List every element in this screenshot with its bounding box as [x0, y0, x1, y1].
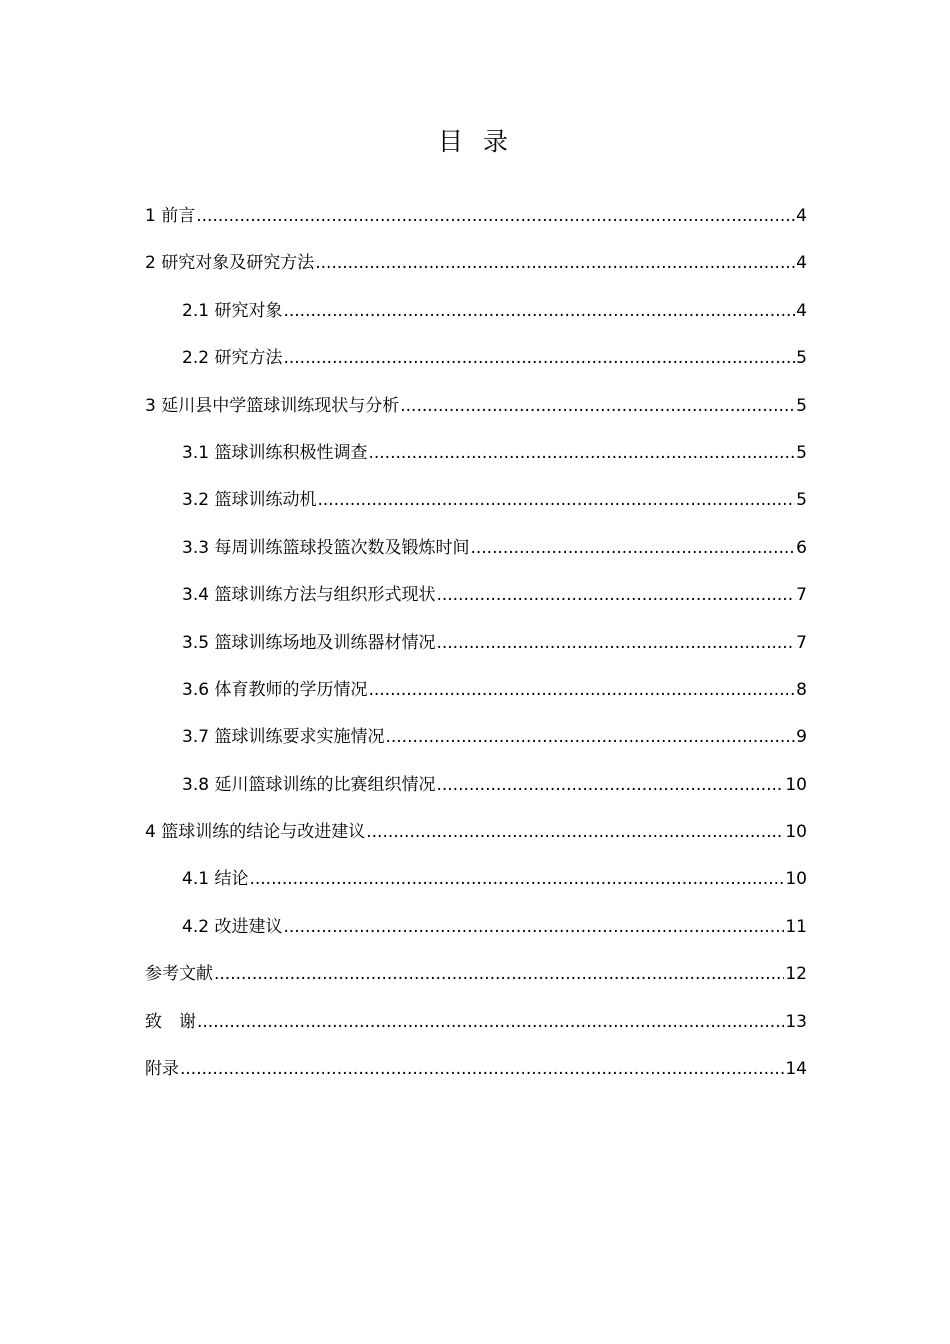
table-of-contents [145, 199, 807, 1099]
toc-leader-dots [436, 626, 795, 660]
toc-entry-label: 3.5 篮球训练场地及训练器材情况 [182, 632, 436, 653]
toc-entry-label: 4.2 改进建议 [182, 916, 283, 937]
toc-entry-label: 2.2 研究方法 [182, 348, 283, 369]
toc-entry[interactable] [145, 483, 807, 530]
toc-leader-dots [196, 199, 795, 233]
toc-leader-dots [436, 578, 795, 612]
toc-entry[interactable] [145, 531, 807, 578]
toc-entry-label: 3.8 延川篮球训练的比赛组织情况 [182, 774, 436, 795]
toc-leader-dots [315, 246, 795, 280]
toc-entry-label: 致 谢 [145, 1011, 196, 1032]
toc-entry-label: 3 延川县中学篮球训练现状与分析 [145, 395, 400, 416]
toc-entry[interactable] [145, 199, 807, 246]
toc-leader-dots [470, 531, 795, 565]
toc-leader-dots [317, 483, 795, 517]
toc-entry-label: 3.2 篮球训练动机 [182, 490, 317, 511]
toc-entry-page: 6 [796, 537, 807, 558]
toc-entry-page: 10 [785, 774, 807, 795]
toc-leader-dots [180, 1052, 784, 1086]
toc-entry-page: 13 [785, 1011, 807, 1032]
toc-entry-page: 8 [796, 679, 807, 700]
toc-entry[interactable] [145, 1005, 807, 1052]
toc-leader-dots [283, 910, 784, 944]
toc-entry-label: 3.3 每周训练篮球投篮次数及锻炼时间 [182, 537, 470, 558]
toc-entry-label: 2.1 研究对象 [182, 300, 283, 321]
toc-entry-label: 3.1 篮球训练积极性调查 [182, 442, 368, 463]
toc-leader-dots [197, 1005, 784, 1039]
toc-leader-dots [385, 720, 795, 754]
toc-entry-label: 参考文献 [145, 964, 213, 985]
toc-leader-dots [283, 294, 795, 328]
toc-leader-dots [368, 436, 795, 470]
toc-entry[interactable] [145, 957, 807, 1004]
toc-leader-dots [368, 673, 795, 707]
toc-leader-dots [436, 768, 784, 802]
toc-entry-label: 附录 [145, 1059, 179, 1080]
toc-entry[interactable] [145, 862, 807, 909]
toc-entry-page: 11 [785, 916, 807, 937]
toc-entry-page: 7 [796, 585, 807, 606]
toc-entry[interactable] [145, 389, 807, 436]
toc-entry-page: 9 [796, 727, 807, 748]
toc-entry-label: 3.6 体育教师的学历情况 [182, 679, 368, 700]
toc-entry[interactable] [145, 294, 807, 341]
toc-entry-label: 4 篮球训练的结论与改进建议 [145, 822, 366, 843]
toc-entry-label: 3.4 篮球训练方法与组织形式现状 [182, 585, 436, 606]
toc-entry-label: 4.1 结论 [182, 869, 249, 890]
toc-entry-label: 2 研究对象及研究方法 [145, 253, 315, 274]
toc-entry[interactable] [145, 436, 807, 483]
toc-entry[interactable] [145, 341, 807, 388]
toc-entry[interactable] [145, 910, 807, 957]
toc-entry-page: 5 [796, 348, 807, 369]
page-title: 目录 [437, 127, 528, 156]
toc-entry[interactable] [145, 1052, 807, 1099]
toc-leader-dots [400, 389, 795, 423]
toc-leader-dots [214, 957, 784, 991]
toc-entry-page: 10 [785, 822, 807, 843]
toc-entry-label: 3.7 篮球训练要求实施情况 [182, 727, 385, 748]
toc-entry[interactable] [145, 626, 807, 673]
toc-entry-page: 4 [796, 253, 807, 274]
toc-entry-page: 10 [785, 869, 807, 890]
toc-entry[interactable] [145, 578, 807, 625]
toc-entry-page: 4 [796, 206, 807, 226]
toc-entry-page: 12 [785, 964, 807, 985]
toc-entry[interactable] [145, 246, 807, 293]
toc-leader-dots [283, 341, 795, 375]
toc-entry-page: 4 [796, 300, 807, 321]
toc-entry[interactable] [145, 768, 807, 815]
toc-entry[interactable] [145, 673, 807, 720]
toc-entry-page: 5 [796, 442, 807, 463]
toc-entry-page: 5 [796, 395, 807, 416]
toc-entry-label: 1 前言 [145, 206, 196, 226]
toc-leader-dots [366, 815, 784, 849]
toc-entry[interactable] [145, 720, 807, 767]
toc-entry[interactable] [145, 815, 807, 862]
toc-entry-page: 5 [796, 490, 807, 511]
toc-leader-dots [249, 862, 784, 896]
toc-entry-page: 7 [796, 632, 807, 653]
toc-entry-page: 14 [785, 1059, 807, 1080]
